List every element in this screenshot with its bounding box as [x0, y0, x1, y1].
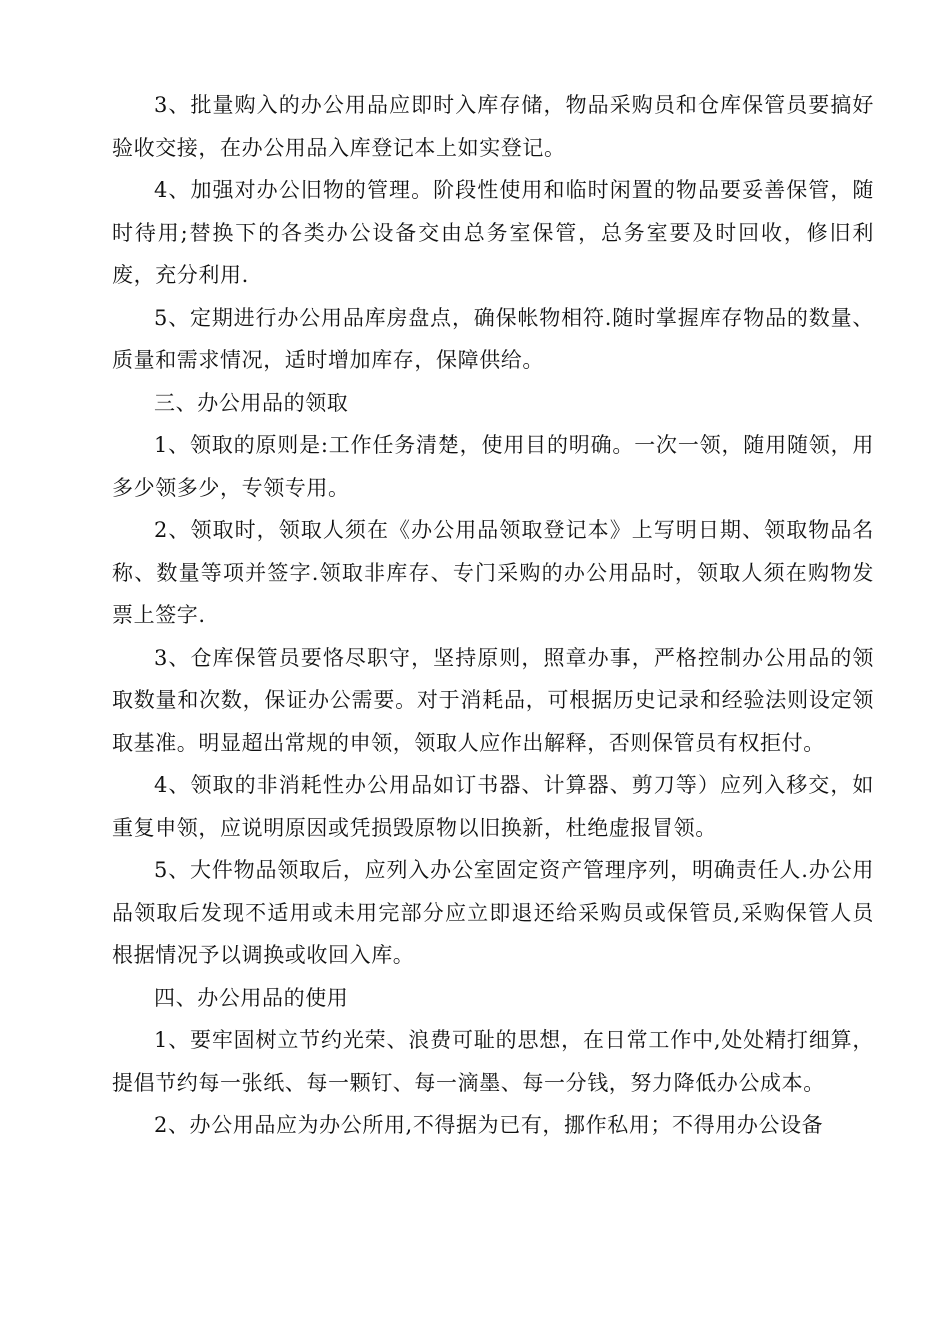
- paragraph: 5、定期进行办公用品库房盘点，确保帐物相符.随时掌握库存物品的数量、质量和需求情况，适时增加库存，保障供给。: [112, 305, 874, 372]
- section-heading: 三、办公用品的领取: [154, 390, 349, 415]
- paragraph: 1、要牢固树立节约光荣、浪费可耻的思想，在日常工作中,处处精打细算，提倡节约每一张纸、每一颗钉、每一滴墨、每一分钱，努力降低办公成本。: [112, 1028, 874, 1095]
- paragraph: 2、办公用品应为办公所用,不得据为已有，挪作私用；不得用办公设备: [154, 1113, 824, 1137]
- paragraph: 4、领取的非消耗性办公用品如订书器、计算器、剪刀等）应列入移交，如重复申领，应说明原因或凭损毁原物以旧换新，杜绝虚报冒领。: [112, 773, 874, 840]
- paragraph: 3、仓库保管员要恪尽职守，坚持原则，照章办事，严格控制办公用品的领取数量和次数，保证办公需要。对于消耗品，可根据历史记录和经验法则设定领取基准。明显超出常规的申领，领取人应作出解释，否则保管员有权拒付。: [112, 645, 874, 755]
- document-body: [112, 84, 874, 1147]
- paragraph: 3、批量购入的办公用品应即时入库存储，物品采购员和仓库保管员要搞好验收交接，在办公用品入库登记本上如实登记。: [112, 93, 874, 160]
- section-heading: 四、办公用品的使用: [154, 985, 349, 1010]
- paragraph: 1、领取的原则是:工作任务清楚，使用目的明确。一次一领，随用随领，用多少领多少，专领专用。: [112, 433, 874, 500]
- paragraph: 4、加强对办公旧物的管理。阶段性使用和临时闲置的物品要妥善保管，随时待用;替换下的各类办公设备交由总务室保管，总务室要及时回收，修旧利废，充分利用.: [112, 178, 874, 287]
- paragraph: 5、大件物品领取后，应列入办公室固定资产管理序列，明确责任人.办公用品领取后发现不适用或未用完部分应立即退还给采购员或保管员,采购保管人员根据情况予以调换或收回入库。: [112, 858, 874, 967]
- paragraph: 2、领取时，领取人须在《办公用品领取登记本》上写明日期、领取物品名称、数量等项并签字.领取非库存、专门采购的办公用品时，领取人须在购物发票上签字.: [112, 518, 874, 627]
